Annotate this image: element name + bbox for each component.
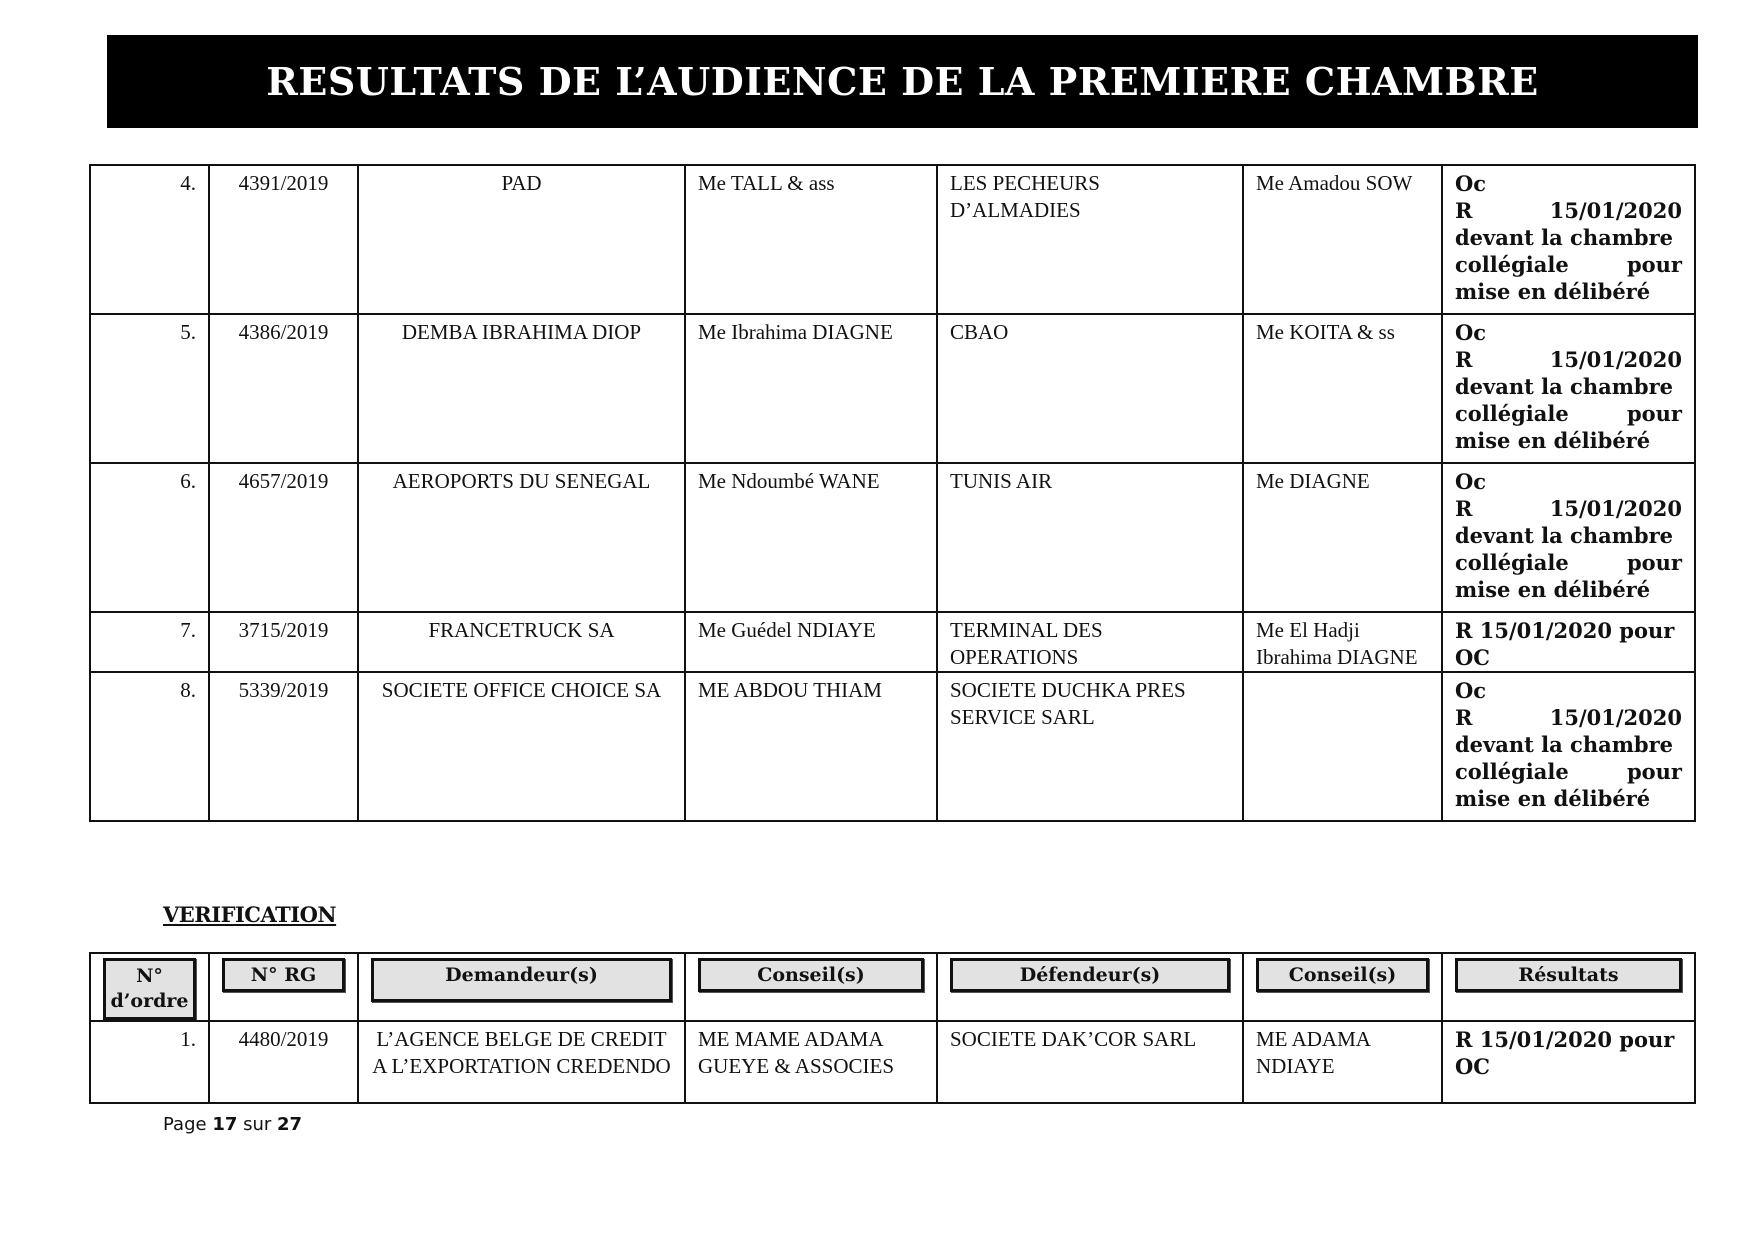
row-number: 1. [90, 1021, 209, 1103]
result-line: mise en délibéré [1455, 428, 1651, 453]
result-line: devant la chambre [1455, 732, 1674, 757]
defendeur-cell: CBAO [937, 314, 1243, 463]
table-row [90, 672, 1695, 821]
result-cell [1442, 672, 1695, 821]
header-label: N° [136, 965, 163, 987]
row-number: 5. [90, 314, 209, 463]
row-number: 4. [90, 165, 209, 314]
page-banner [107, 35, 1698, 128]
conseil-defendeur-cell [1243, 672, 1442, 821]
result-line: devant la chambre [1455, 225, 1674, 250]
result-line: mise en délibéré [1455, 279, 1651, 304]
conseil-defendeur-cell: Me Amadou SOW [1243, 165, 1442, 314]
header-defendeur [937, 953, 1243, 1021]
header-box: Demandeur(s) [371, 958, 672, 1002]
page-title: RESULTATS DE L’AUDIENCE DE LA PREMIERE CHAMBRE [266, 59, 1539, 104]
result-line: R [1455, 705, 1473, 730]
header-conseil-2 [1243, 953, 1442, 1021]
row-number: 8. [90, 672, 209, 821]
result-line: mise en délibéré [1455, 786, 1651, 811]
footer-page-number: 17 [212, 1114, 238, 1135]
defendeur-cell: SOCIETE DUCHKA PRES SERVICE SARL [937, 672, 1243, 821]
result-line: devant la chambre [1455, 523, 1674, 548]
header-box: Défendeur(s) [950, 958, 1230, 992]
header-rg [209, 953, 358, 1021]
conseil-defendeur-cell: Me DIAGNE [1243, 463, 1442, 612]
conseil-demandeur-cell: Me TALL & ass [685, 165, 937, 314]
result-line: mise en délibéré [1455, 577, 1651, 602]
defendeur-cell: LES PECHEURS D’ALMADIES [937, 165, 1243, 314]
conseil-demandeur-cell: ME MAME ADAMA GUEYE & ASSOCIES [685, 1021, 937, 1103]
rg-number: 4480/2019 [209, 1021, 358, 1103]
verification-table [89, 952, 1696, 1104]
results-table [89, 164, 1696, 822]
rg-number: 4386/2019 [209, 314, 358, 463]
demandeur-cell: L’AGENCE BELGE DE CREDIT A L’EXPORTATION CREDENDO [358, 1021, 685, 1103]
result-cell [1442, 463, 1695, 612]
result-line: pour [1626, 759, 1682, 784]
conseil-demandeur-cell: Me Guédel NDIAYE [685, 612, 937, 672]
table-row [90, 1021, 1695, 1103]
table-row [90, 612, 1695, 672]
footer-page-label: Page [163, 1114, 207, 1135]
result-date: 15/01/2020 [1549, 705, 1682, 730]
result-line: R [1455, 198, 1473, 223]
header-result [1442, 953, 1695, 1021]
section-title-verification: VERIFICATION [163, 902, 337, 927]
footer-page-total: 27 [277, 1114, 303, 1135]
table-row [90, 314, 1695, 463]
header-box: Conseil(s) [1256, 958, 1429, 992]
result-cell [1442, 314, 1695, 463]
rg-number: 4391/2019 [209, 165, 358, 314]
table-row [90, 165, 1695, 314]
conseil-defendeur-cell: Me KOITA & ss [1243, 314, 1442, 463]
rg-number: 5339/2019 [209, 672, 358, 821]
table-header-row [90, 953, 1695, 1021]
result-cell: R 15/01/2020 pour OC [1442, 612, 1695, 672]
rg-number: 4657/2019 [209, 463, 358, 612]
demandeur-cell: DEMBA IBRAHIMA DIOP [358, 314, 685, 463]
result-date: 15/01/2020 [1549, 198, 1682, 223]
result-line: collégiale [1455, 550, 1569, 575]
result-line: Oc [1455, 469, 1487, 494]
conseil-demandeur-cell: Me Ndoumbé WANE [685, 463, 937, 612]
defendeur-cell: TERMINAL DES OPERATIONS [937, 612, 1243, 672]
row-number: 7. [90, 612, 209, 672]
header-num [90, 953, 209, 1021]
conseil-defendeur-cell: ME ADAMA NDIAYE [1243, 1021, 1442, 1103]
header-label: d’ordre [110, 990, 189, 1012]
result-line: R [1455, 347, 1473, 372]
result-line: Oc [1455, 171, 1487, 196]
header-box: Conseil(s) [698, 958, 924, 992]
header-box: N° RG [222, 958, 345, 992]
table-row [90, 463, 1695, 612]
result-cell: R 15/01/2020 pour OC [1442, 1021, 1695, 1103]
conseil-defendeur-cell: Me El Hadji Ibrahima DIAGNE [1243, 612, 1442, 672]
result-line: Oc [1455, 678, 1487, 703]
result-line: devant la chambre [1455, 374, 1674, 399]
header-demandeur [358, 953, 685, 1021]
result-cell [1442, 165, 1695, 314]
row-number: 6. [90, 463, 209, 612]
result-line: collégiale [1455, 759, 1569, 784]
rg-number: 3715/2019 [209, 612, 358, 672]
conseil-demandeur-cell: ME ABDOU THIAM [685, 672, 937, 821]
footer-separator: sur [243, 1114, 272, 1135]
header-conseil-1 [685, 953, 937, 1021]
result-line: Oc [1455, 320, 1487, 345]
page-footer [163, 1114, 302, 1135]
header-box: Résultats [1455, 958, 1682, 992]
conseil-demandeur-cell: Me Ibrahima DIAGNE [685, 314, 937, 463]
result-line: pour [1626, 252, 1682, 277]
defendeur-cell: SOCIETE DAK’COR SARL [937, 1021, 1243, 1103]
result-line: collégiale [1455, 401, 1569, 426]
defendeur-cell: TUNIS AIR [937, 463, 1243, 612]
demandeur-cell: SOCIETE OFFICE CHOICE SA [358, 672, 685, 821]
demandeur-cell: PAD [358, 165, 685, 314]
header-box [103, 958, 196, 1020]
demandeur-cell: AEROPORTS DU SENEGAL [358, 463, 685, 612]
result-date: 15/01/2020 [1549, 496, 1682, 521]
result-line: pour [1626, 550, 1682, 575]
demandeur-cell: FRANCETRUCK SA [358, 612, 685, 672]
result-date: 15/01/2020 [1549, 347, 1682, 372]
result-line: pour [1626, 401, 1682, 426]
result-line: collégiale [1455, 252, 1569, 277]
result-line: R [1455, 496, 1473, 521]
